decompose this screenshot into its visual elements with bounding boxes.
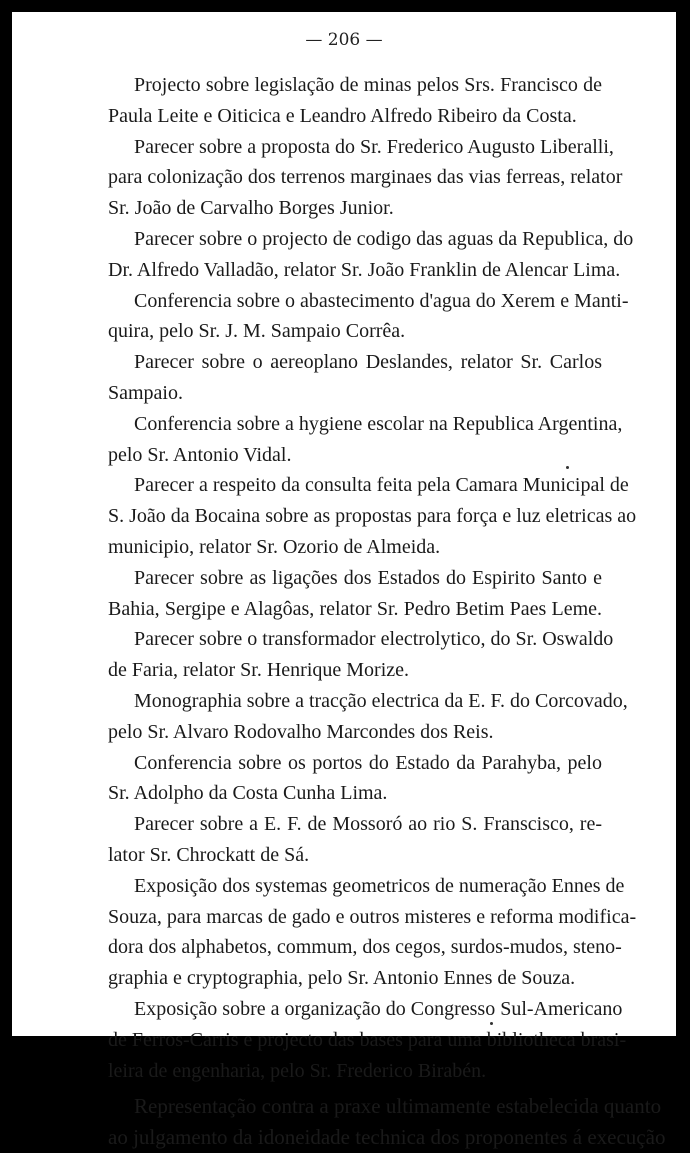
text-line: Parecer sobre a proposta do Sr. Frederico Augusto Liberalli,	[134, 135, 614, 158]
text-line: Conferencia sobre os portos do Estado da Parahyba, pelo	[134, 751, 602, 774]
text-line: Representação contra a praxe ultimamente estabelecida quanto	[134, 1094, 662, 1119]
text-line: S. João da Bocaina sobre as propostas para força e luz eletricas ao	[108, 505, 637, 528]
text-line: de Faria, relator Sr. Henrique Morize.	[108, 659, 410, 682]
text-line: Bahia, Sergipe e Alagôas, relator Sr. Pedro Betim Paes Leme.	[108, 597, 602, 620]
text-line: Parecer sobre o projecto de codigo das aguas da Republica, do	[134, 227, 634, 250]
text-line: Souza, para marcas de gado e outros misteres e reforma modifica-	[108, 905, 637, 928]
text-line: lator Sr. Chrockatt de Sá.	[108, 843, 310, 866]
text-line: dora dos alphabetos, commum, dos cegos, surdos-mudos, steno-	[108, 936, 622, 959]
text-line: Conferencia sobre a hygiene escolar na Republica Argentina,	[134, 412, 623, 435]
text-line: quira, pelo Sr. J. M. Sampaio Corrêa.	[108, 320, 406, 343]
text-line: Sr. João de Carvalho Borges Junior.	[108, 197, 394, 220]
text-line: municipio, relator Sr. Ozorio de Almeida.	[108, 535, 441, 558]
text-line: Paula Leite e Oiticica e Leandro Alfredo Ribeiro da Costa.	[108, 104, 577, 127]
text-line: pelo Sr. Antonio Vidal.	[108, 443, 292, 466]
body-text	[108, 70, 666, 1153]
text-line: Exposição sobre a organização do Congresso Sul-Americano	[134, 997, 623, 1020]
print-speck	[490, 1022, 493, 1025]
text-line: pelo Sr. Alvaro Rodovalho Marcondes dos Reis.	[108, 720, 494, 743]
text-line: Dr. Alfredo Valladão, relator Sr. João Franklin de Alencar Lima.	[108, 258, 621, 281]
text-line: Projecto sobre legislação de minas pelos Srs. Francisco de	[134, 74, 602, 96]
text-line: Sampaio.	[108, 381, 183, 404]
text-line: Sr. Adolpho da Costa Cunha Lima.	[108, 782, 388, 805]
text-line: Exposição dos systemas geometricos de numeração Ennes de	[134, 874, 625, 897]
text-line: Parecer sobre as ligações dos Estados do Espirito Santo e	[134, 566, 602, 589]
print-speck	[566, 466, 569, 469]
text-line: Parecer sobre a E. F. de Mossoró ao rio S. Franscisco, re-	[134, 813, 602, 836]
text-line: Monographia sobre a tracção electrica da E. F. do Corcovado,	[134, 689, 628, 712]
text-line: Conferencia sobre o abastecimento d'agua do Xerem e Manti-	[134, 289, 629, 312]
page-number: — 206 —	[305, 30, 383, 50]
text-line: leira de engenharia, pelo Sr. Frederico Birabén.	[108, 1059, 487, 1082]
text-line: Parecer sobre o aereoplano Deslandes, relator Sr. Carlos	[134, 351, 602, 374]
text-line: graphia e cryptographia, pelo Sr. Antonio Ennes de Souza.	[108, 967, 576, 990]
text-line: para colonização dos terrenos marginaes das vias ferreas, relator	[108, 166, 623, 189]
text-line: ao julgamento da idoneidade technica dos proponentes á execução	[108, 1125, 666, 1150]
text-line: de Ferros-Carris e projecto das bases para uma bibliotheca brasi-	[108, 1028, 627, 1051]
book-page	[12, 12, 676, 1150]
text-line: Parecer sobre o transformador electrolytico, do Sr. Oswaldo	[134, 628, 614, 651]
text-line: Parecer a respeito da consulta feita pela Camara Municipal de	[134, 474, 629, 497]
